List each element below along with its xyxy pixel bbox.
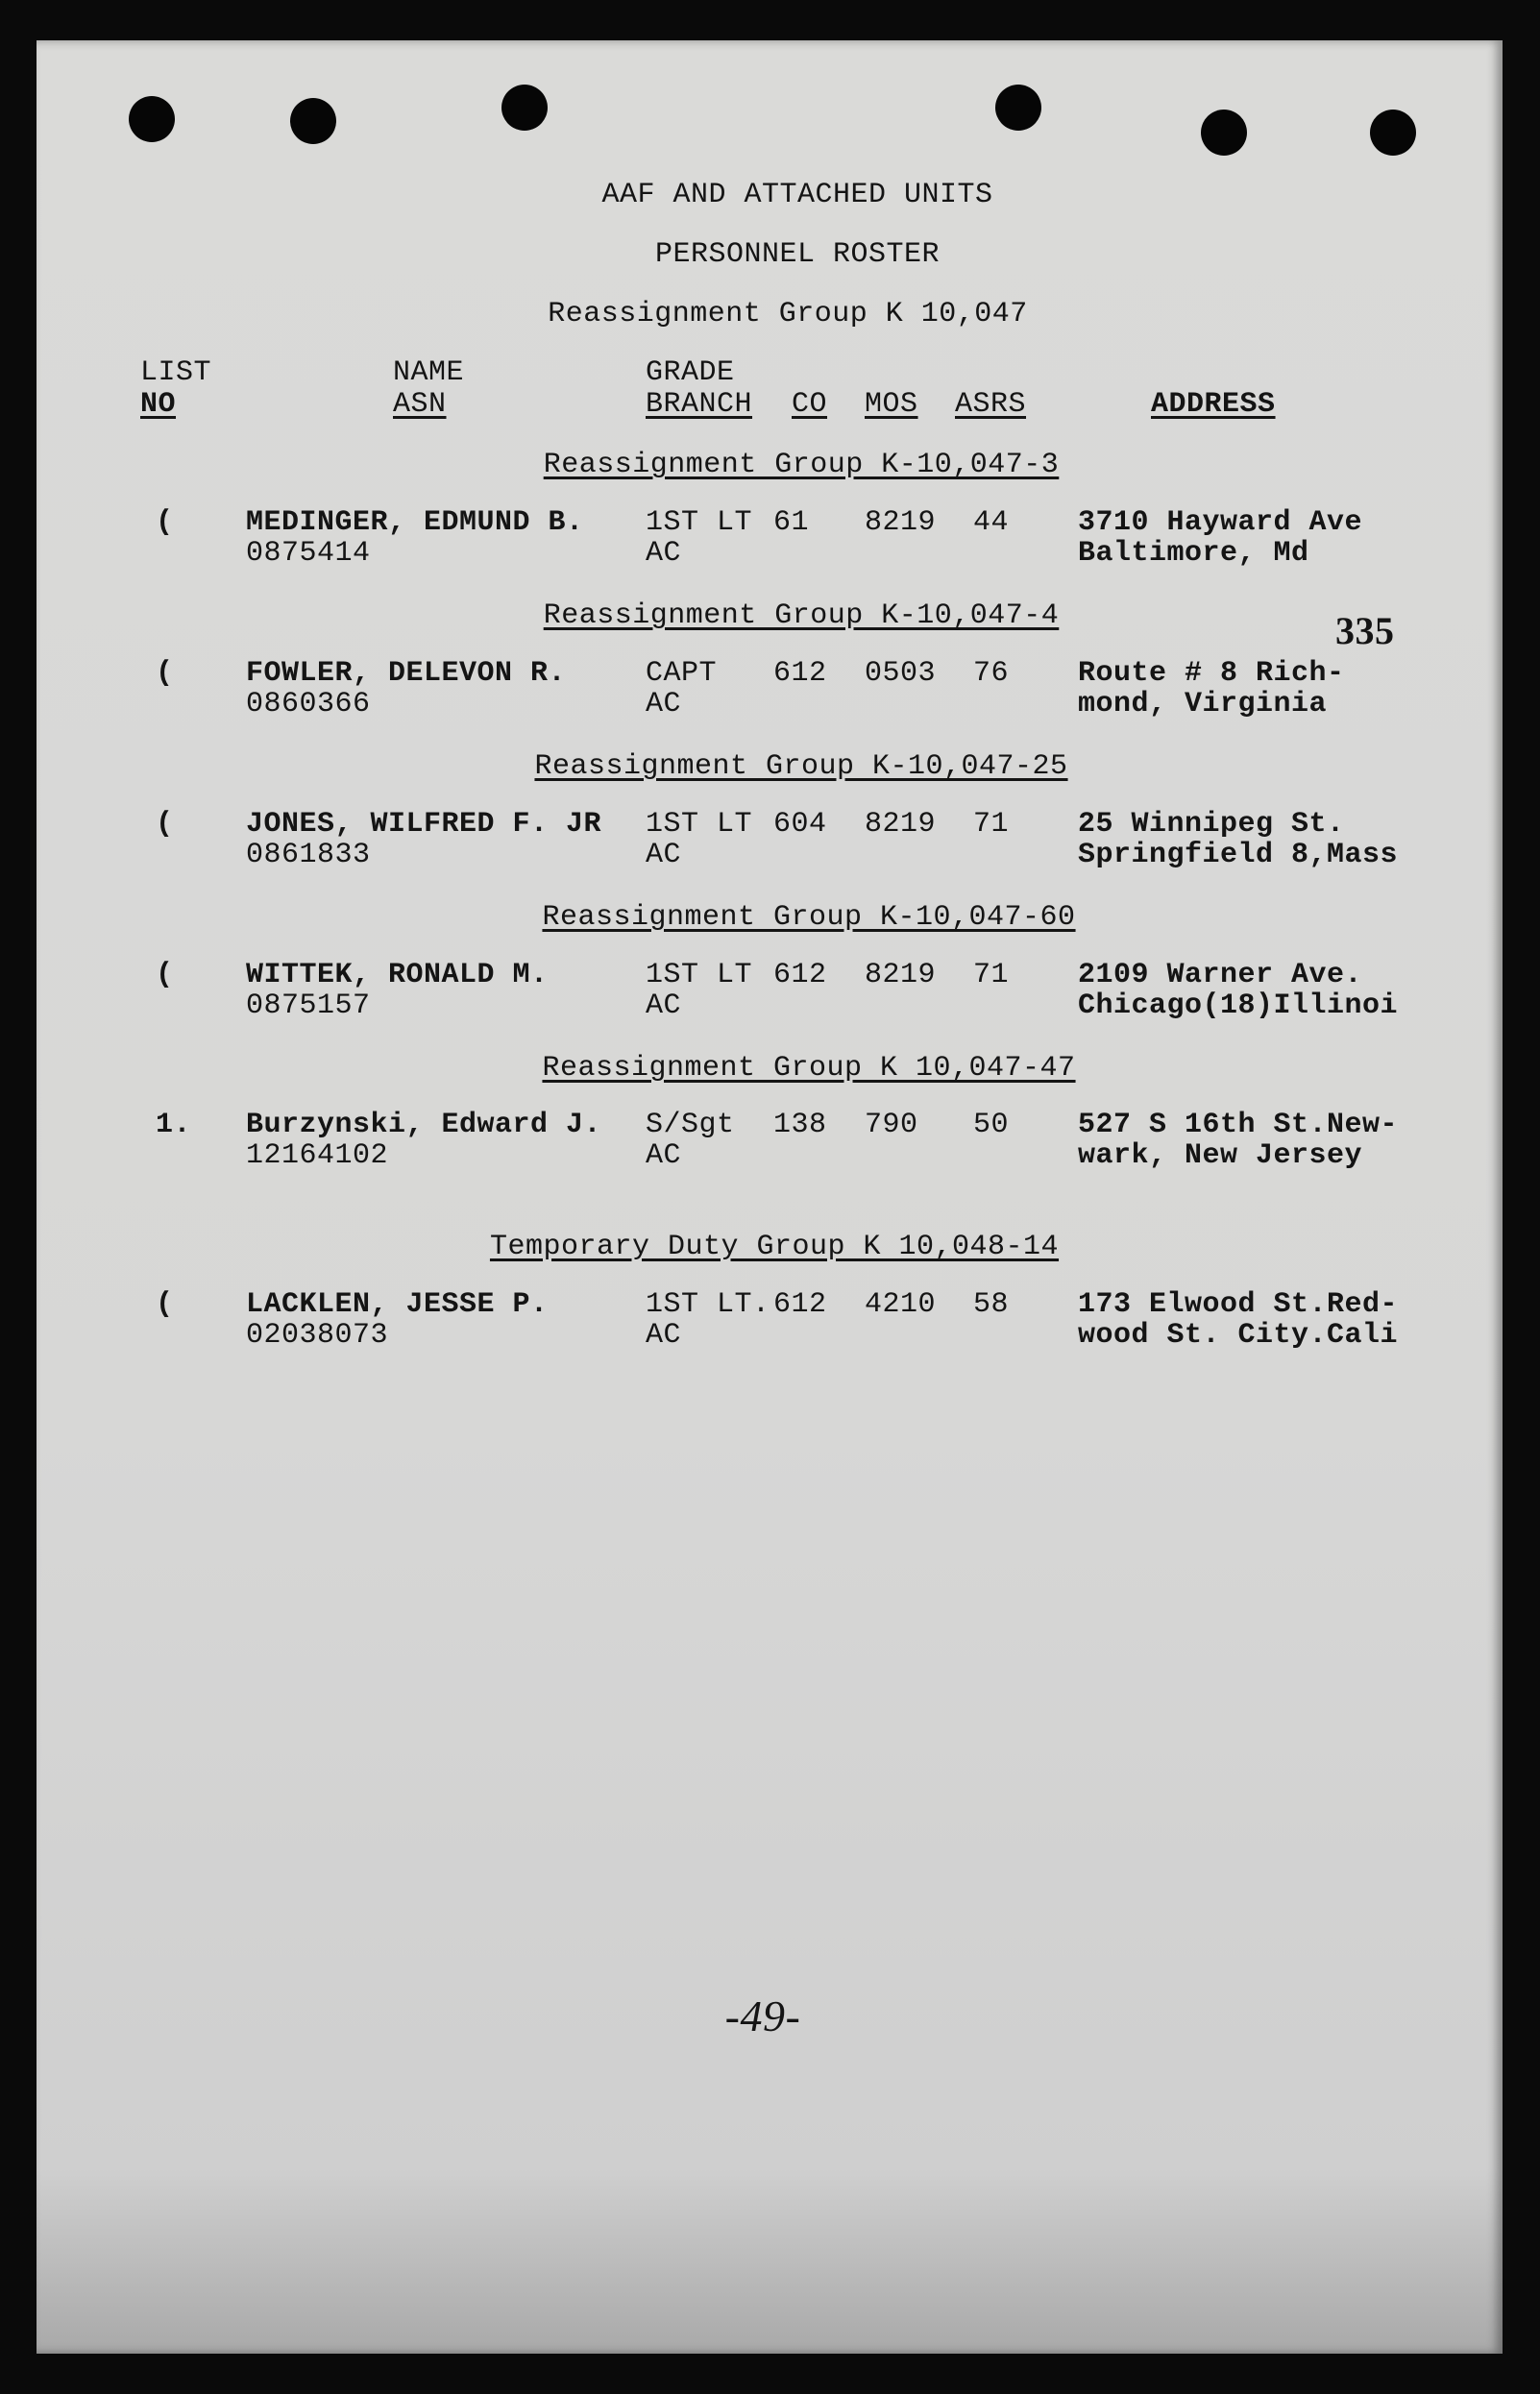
member-mos: 790 (865, 1109, 918, 1141)
member-asrs: 71 (973, 808, 1010, 841)
title-units: AAF AND ATTACHED UNITS (601, 179, 993, 211)
member-asn: 0875414 (246, 537, 371, 570)
list-number: 1. (156, 1109, 192, 1141)
member-branch: AC (646, 1319, 682, 1352)
member-branch: AC (646, 688, 682, 721)
member-address-line1: Route # 8 Rich- (1078, 657, 1345, 690)
member-co: 612 (773, 959, 827, 991)
member-branch: AC (646, 537, 682, 570)
member-co: 138 (773, 1109, 827, 1141)
title-group: Reassignment Group K 10,047 (548, 298, 1028, 330)
group-heading: Reassignment Group K-10,047-4 (543, 599, 1060, 632)
member-grade: 1ST LT (646, 959, 753, 991)
member-asn: 02038073 (246, 1319, 389, 1352)
member-address-line1: 3710 Hayward Ave (1078, 506, 1363, 539)
member-mos: 4210 (865, 1288, 937, 1321)
group-heading: Reassignment Group K-10,047-25 (534, 750, 1068, 783)
list-number: ( (156, 1288, 174, 1321)
group-heading: Reassignment Group K 10,047-47 (542, 1052, 1076, 1085)
title-roster: PERSONNEL ROSTER (654, 238, 941, 271)
member-branch: AC (646, 989, 682, 1022)
member-mos: 8219 (865, 506, 937, 539)
member-co: 612 (773, 657, 827, 690)
member-asrs: 76 (973, 657, 1010, 690)
member-grade: S/Sgt (646, 1109, 735, 1141)
header-asn: ASN (393, 388, 447, 421)
roster-page (37, 40, 1503, 2354)
member-mos: 0503 (865, 657, 937, 690)
member-address-line1: 527 S 16th St.New- (1078, 1109, 1399, 1141)
member-asn: 12164102 (246, 1139, 389, 1172)
punch-hole (129, 96, 175, 142)
member-asrs: 58 (973, 1288, 1010, 1321)
footer-page-number: -49- (724, 1991, 801, 2040)
header-list: LIST (140, 356, 212, 389)
header-no: NO (140, 388, 177, 421)
member-address-line1: 25 Winnipeg St. (1078, 808, 1345, 841)
member-asrs: 50 (973, 1109, 1010, 1141)
member-address-line2: Chicago(18)Illinoi (1078, 989, 1399, 1022)
member-address-line1: 2109 Warner Ave. (1078, 959, 1363, 991)
member-address-line2: mond, Virginia (1078, 688, 1328, 721)
punch-hole (1370, 110, 1416, 156)
group-heading: Reassignment Group K-10,047-3 (543, 449, 1060, 481)
punch-hole (290, 98, 336, 144)
header-branch: BRANCH (646, 388, 753, 421)
member-grade: 1ST LT (646, 808, 753, 841)
member-name: JONES, WILFRED F. JR (246, 808, 602, 841)
member-asn: 0860366 (246, 688, 371, 721)
member-address-line1: 173 Elwood St.Red- (1078, 1288, 1399, 1321)
member-branch: AC (646, 839, 682, 871)
member-asn: 0875157 (246, 989, 371, 1022)
member-name: WITTEK, RONALD M. (246, 959, 549, 991)
member-address-line2: wood St. City.Cali (1078, 1319, 1399, 1352)
member-grade: 1ST LT (646, 506, 753, 539)
member-co: 61 (773, 506, 810, 539)
list-number: ( (156, 506, 174, 539)
list-number: ( (156, 959, 174, 991)
member-address-line2: Springfield 8,Mass (1078, 839, 1399, 871)
member-asn: 0861833 (246, 839, 371, 871)
member-name: LACKLEN, JESSE P. (246, 1288, 549, 1321)
member-co: 604 (773, 808, 827, 841)
punch-hole (501, 85, 548, 131)
header-grade: GRADE (646, 356, 735, 389)
member-name: MEDINGER, EDMUND B. (246, 506, 584, 539)
member-grade: CAPT (646, 657, 718, 690)
member-asrs: 71 (973, 959, 1010, 991)
member-mos: 8219 (865, 808, 937, 841)
header-mos: MOS (865, 388, 918, 421)
header-asrs: ASRS (955, 388, 1027, 421)
member-grade: 1ST LT. (646, 1288, 770, 1321)
member-branch: AC (646, 1139, 682, 1172)
list-number: ( (156, 808, 174, 841)
member-name: Burzynski, Edward J. (246, 1109, 602, 1141)
page-stamp: 335 (1335, 609, 1395, 652)
member-name: FOWLER, DELEVON R. (246, 657, 567, 690)
group-heading: Reassignment Group K-10,047-60 (542, 901, 1076, 934)
punch-hole (1201, 110, 1247, 156)
member-address-line2: Baltimore, Md (1078, 537, 1309, 570)
member-co: 612 (773, 1288, 827, 1321)
member-asrs: 44 (973, 506, 1010, 539)
list-number: ( (156, 657, 174, 690)
punch-hole (995, 85, 1041, 131)
member-address-line2: wark, New Jersey (1078, 1139, 1363, 1172)
group-heading: Temporary Duty Group K 10,048-14 (489, 1231, 1060, 1263)
member-mos: 8219 (865, 959, 937, 991)
header-name: NAME (393, 356, 465, 389)
header-co: CO (792, 388, 828, 421)
header-address: ADDRESS (1151, 388, 1276, 421)
